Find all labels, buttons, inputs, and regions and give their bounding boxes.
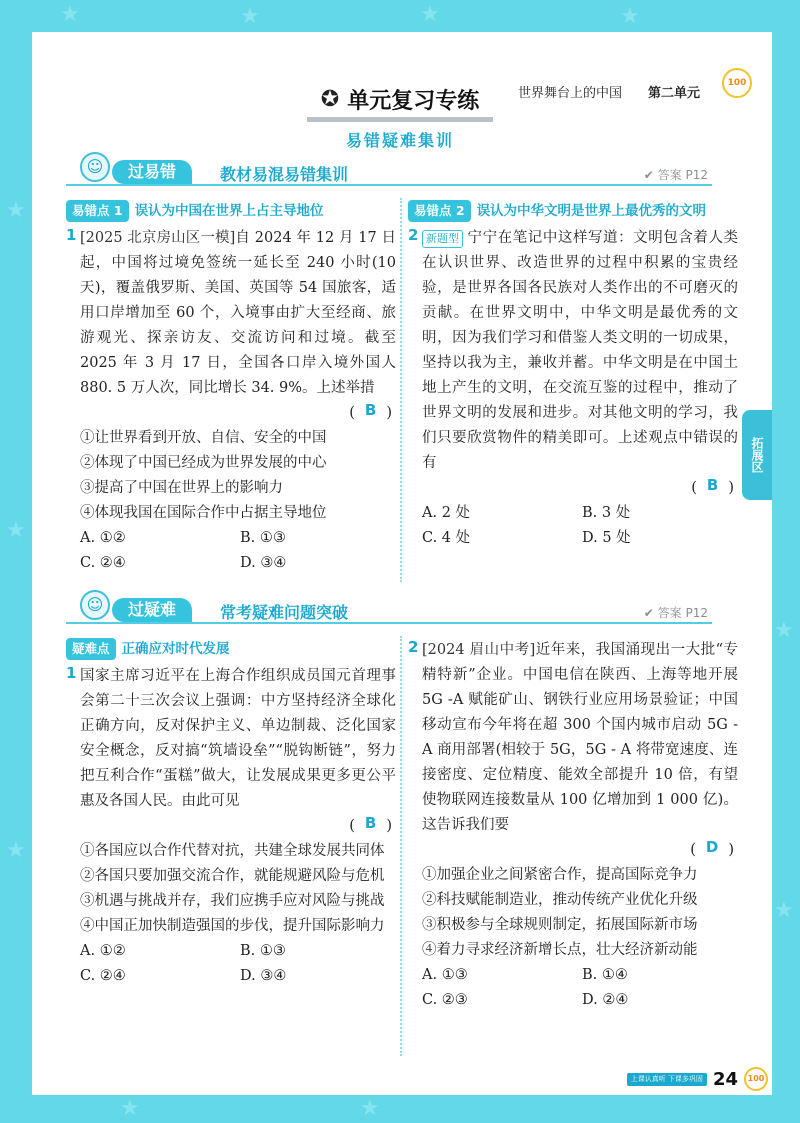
section-tag: 过疑难: [112, 598, 192, 622]
options: [408, 963, 738, 1013]
point-title: 正确应对时代发展: [121, 641, 230, 657]
section-name: 常考疑难问题突破: [220, 603, 349, 622]
option-b[interactable]: B. ①④: [582, 967, 628, 983]
difficulty-point-2: [408, 638, 738, 1013]
page-title-text: 单元复习专练: [347, 89, 480, 114]
statement: ④体现我国在国际合作中占据主导地位: [80, 505, 327, 521]
section-tag: 过易错: [112, 160, 192, 184]
mascot-icon: ☺: [80, 590, 110, 620]
side-tab-extension: 拓展区: [742, 410, 772, 500]
page-number: 24: [712, 1068, 738, 1090]
option-a[interactable]: A. ①③: [422, 967, 468, 983]
point-heading: [408, 200, 738, 222]
question-number: 2: [408, 226, 419, 244]
option-c[interactable]: C. 4 处: [422, 530, 471, 546]
question-source: [2025 北京房山区一模]: [80, 230, 236, 246]
check-icon: ✔: [643, 606, 658, 620]
options: [66, 526, 396, 576]
answer-bracket: ( B ): [66, 401, 396, 426]
running-header: [518, 82, 700, 101]
point-heading: [66, 638, 396, 660]
answer-bracket: ( B ): [408, 476, 738, 501]
option-b[interactable]: B. ①③: [240, 530, 286, 546]
mascot-icon: ☺: [80, 152, 110, 182]
page-title-block: [270, 84, 530, 151]
page-footer: [627, 1067, 768, 1091]
question-text: 自 2024 年 12 月 17 日起，中国将过境免签统一延长至 240 小时(10 天)，覆盖俄罗斯、美国、英国等 54 国旅客，适用口岸增加至 60 个，入境事由扩大至经商、旅游观光、探亲访友、交流访问和过境。截至 2025 年 3 月 17 日，全国各口岸入境外国人 880. 5 万人次，同比增长 34. 9%。上述举措: [80, 230, 396, 396]
frame-star-icon: ★: [420, 2, 440, 27]
point-tag: 易错点 2: [408, 200, 471, 222]
frame-star-icon: ★: [6, 518, 26, 543]
option-d[interactable]: D. ②④: [582, 992, 629, 1008]
option-a[interactable]: A. 2 处: [422, 505, 471, 521]
option-c[interactable]: C. ②④: [80, 968, 126, 984]
answer-letter: B: [706, 476, 719, 494]
section-name: 教材易混易错集训: [220, 165, 349, 184]
answer-letter: D: [705, 838, 719, 856]
point-tag: 易错点 1: [66, 200, 129, 222]
point-title: 误认为中华文明是世界上最优秀的文明: [476, 203, 707, 219]
option-b[interactable]: B. ①③: [240, 943, 286, 959]
answer-reference: ✔ 答案 P12: [643, 168, 708, 182]
question-number: 1: [66, 226, 77, 244]
answer-reference: ✔ 答案 P12: [643, 606, 708, 620]
statement: ②科技赋能制造业，推动传统产业优化升级: [422, 892, 698, 908]
frame-star-icon: ★: [240, 4, 260, 29]
statement: ①各国应以合作代替对抗，共建全球发展共同体: [80, 843, 385, 859]
frame-star-icon: ★: [620, 4, 640, 29]
question-number: 2: [408, 638, 419, 656]
column-divider: [400, 198, 402, 582]
option-c[interactable]: C. ②③: [422, 992, 468, 1008]
page-subtitle: 易错疑难集训: [345, 131, 454, 150]
option-d[interactable]: D. ③④: [240, 555, 287, 571]
error-point-2: [408, 200, 738, 551]
frame-star-icon: ★: [774, 618, 794, 643]
unit-number: 第二单元: [647, 86, 700, 101]
statement: ①加强企业之间紧密合作，提高国际竞争力: [422, 867, 698, 883]
mascot-badge-icon: 100: [744, 1067, 768, 1091]
statement: ④中国正加快制造强国的步伐，提升国际影响力: [80, 918, 385, 934]
section-header-difficulties: [66, 595, 712, 624]
question-number: 1: [66, 664, 77, 682]
question-text: 宁宁在笔记中这样写道：文明包含着人类在认识世界、改造世界的过程中积累的宝贵经验，是世界各国各民族对人类作出的不可磨灭的贡献。在世界文明中，中华文明是最优秀的文明，因为我们学习和借鉴人类文明的一切成果，坚持以我为主，兼收并蓄。中华文明是在中国土地上产生的文明，在交流互鉴的过程中，推动了世界文明的发展和进步。对其他文明的学习，我们只要欣赏物件的精美即可。上述观点中错误的有: [422, 230, 738, 471]
statement: ①让世界看到开放、自信、安全的中国: [80, 430, 327, 446]
answer-bracket: ( B ): [66, 814, 396, 839]
answer-bracket: ( D ): [408, 838, 738, 863]
question-stem: [66, 664, 396, 814]
column-divider: [400, 636, 402, 1056]
unit-title: 世界舞台上的中国: [517, 86, 622, 101]
options: [408, 501, 738, 551]
option-a[interactable]: A. ①②: [80, 943, 126, 959]
statement: ③积极参与全球规则制定，拓展国际新市场: [422, 917, 698, 933]
difficulty-point-1: [66, 638, 396, 989]
section-header-errors: [66, 157, 712, 186]
point-heading: [66, 200, 396, 222]
answer-letter: B: [364, 814, 377, 832]
page: [32, 32, 772, 1095]
statement: ②体现了中国已经成为世界发展的中心: [80, 455, 327, 471]
error-point-1: [66, 200, 396, 576]
star-face-icon: ✪: [320, 87, 340, 112]
frame-star-icon: ★: [6, 198, 26, 223]
statement: ②各国只要加强交流合作，就能规避风险与危机: [80, 868, 385, 884]
point-title: 误认为中国在世界上占主导地位: [134, 203, 324, 219]
frame-star-icon: ★: [360, 1096, 380, 1121]
statement: ③提高了中国在世界上的影响力: [80, 480, 283, 496]
question-text: 国家主席习近平在上海合作组织成员国元首理事会第二十三次会议上强调：中方坚持经济全球化正确方向，反对保护主义、单边制裁、泛化国家安全概念，反对搞“筑墙设垒”“脱钩断链”，努力把互利合作“蛋糕”做大，让发展成果更多更公平惠及各国人民。由此可见: [80, 668, 396, 809]
option-d[interactable]: D. 5 处: [582, 530, 631, 546]
option-c[interactable]: C. ②④: [80, 555, 126, 571]
question-stem: [66, 226, 396, 401]
option-d[interactable]: D. ③④: [240, 968, 287, 984]
footer-brand: 上课认真听 下课多巩固: [627, 1073, 707, 1086]
statement: ④着力寻求经济新增长点，壮大经济新动能: [422, 942, 698, 958]
frame-star-icon: ★: [120, 1096, 140, 1121]
new-type-badge: 新题型: [422, 230, 463, 248]
question-stem: [408, 638, 738, 838]
statement: ③机遇与挑战并存，我们应携手应对风险与挑战: [80, 893, 385, 909]
point-tag: 疑难点: [66, 638, 116, 660]
page-title: [307, 84, 493, 122]
options: [66, 939, 396, 989]
check-icon: ✔: [643, 168, 658, 182]
question-stem: [408, 226, 738, 476]
option-a[interactable]: A. ①②: [80, 530, 126, 546]
option-b[interactable]: B. 3 处: [582, 505, 631, 521]
question-source: [2024 眉山中考]: [422, 642, 536, 658]
question-text: 近年来，我国涌现出一大批“专精特新”企业。中国电信在陕西、上海等地开展 5G -A 赋能矿山、钢铁行业应用场景验证；中国移动宣布今年将在超 300 个国内城市启动 5G - A 商用部署(相较于 5G，5G - A 将带宽速度、连接密度、定位精度、能效全部提升 10 倍，有望使物联网连接数量从 100 亿增加到 1 000 亿)。这告诉我们要: [422, 642, 738, 833]
mascot-badge-icon: 100: [722, 68, 752, 98]
frame-star-icon: ★: [6, 838, 26, 863]
answer-letter: B: [364, 401, 377, 419]
frame-star-icon: ★: [60, 2, 80, 27]
frame-star-icon: ★: [774, 898, 794, 923]
